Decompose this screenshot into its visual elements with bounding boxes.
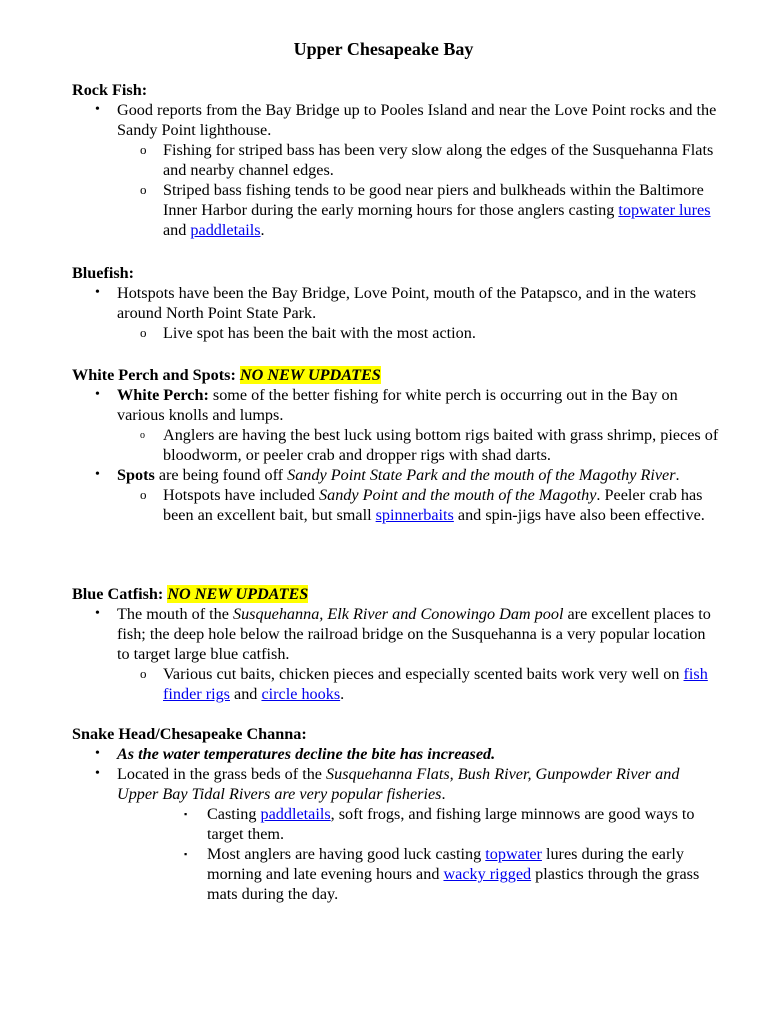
item-text: Live spot has been the bait with the most action. [163,324,476,342]
no-updates-badge: NO NEW UPDATES [239,366,381,384]
item-label: White Perch: [117,386,209,404]
bullet-icon: • [95,606,100,621]
item-text: Striped bass fishing tends to be good near piers and bulkheads within the Baltimore Inner Harbor during the early morning hours for those anglers casting [163,181,704,219]
section-rockfish [72,80,722,240]
list-item [72,744,722,764]
item-text: plastics through the grass mats during the day. [207,865,700,903]
item-text: Casting [207,805,261,823]
heading-text: Blue Catfish: [72,585,168,603]
square-bullet-icon: ▪ [184,849,188,859]
item-text: . Peeler crab has been an excellent bait, but small [163,486,703,524]
item-label: Spots [117,466,155,484]
topwater-link[interactable]: topwater [485,845,542,863]
circle-bullet-icon: o [140,487,147,502]
section-heading [72,584,722,604]
wacky-rigged-link[interactable]: wacky rigged [443,865,532,883]
section-blue-catfish [72,584,722,704]
item-text: Susquehanna Flats, Bush River, Gunpowder River and Upper Bay Tidal Rivers are very popular fisheries [117,765,680,803]
list-item [72,764,722,804]
list-item [72,485,722,525]
paddletails-link[interactable]: paddletails [260,805,331,823]
item-text: are excellent places to fish; the deep hole below the railroad bridge on the Susquehanna is a very popular location to target large blue catfish. [117,605,711,663]
item-text: some of the better fishing for white perch is occurring out in the Bay on various knolls and lumps. [117,386,678,424]
list-item [72,604,722,664]
bullet-icon: • [95,746,100,761]
bullet-icon: • [95,285,100,300]
list-item [72,385,722,425]
item-text: . [340,685,345,703]
item-text: As the water temperatures decline the bite has increased. [117,745,496,763]
list-item [72,180,722,240]
list-item [72,425,722,465]
list-item [72,664,722,704]
item-text: Hotspots have been the Bay Bridge, Love Point, mouth of the Patapsco, and in the waters around North Point State Park. [117,284,697,322]
section-bluefish [72,263,722,343]
fish-finder-rigs-link[interactable]: fish finder rigs [163,665,708,703]
section-heading: Bluefish: [72,264,135,282]
list-item [72,804,722,844]
item-text: . [441,785,446,803]
item-text: lures during the early morning and late evening hours and [207,845,684,883]
bullet-icon: • [95,467,100,482]
item-text: Anglers are having the best luck using bottom rigs baited with grass shrimp, pieces of bloodworm, or peeler crab and dropper rigs with shad darts. [163,426,719,464]
section-heading: Snake Head/Chesapeake Channa: [72,725,307,743]
item-text: Hotspots have included [163,486,320,504]
list-item [72,844,722,904]
circle-bullet-icon: o [140,430,145,441]
item-text: are being found off [154,466,288,484]
item-text: Various cut baits, chicken pieces and especially scented baits work very well on [163,665,684,683]
paddletails-link[interactable]: paddletails [190,221,261,239]
bullet-icon: • [95,387,100,402]
item-text: Most anglers are having good luck casting [207,845,486,863]
circle-bullet-icon: o [140,182,147,197]
item-text: Good reports from the Bay Bridge up to Pooles Island and near the Love Point rocks and the Sandy Point lighthouse. [117,101,717,139]
circle-bullet-icon: o [140,142,147,157]
section-heading [72,365,722,385]
spinnerbaits-link[interactable]: spinnerbaits [375,506,454,524]
item-text: Susquehanna, Elk River and Conowingo Dam pool [232,605,564,623]
topwater-lures-link[interactable]: topwater lures [618,201,711,219]
item-text: . [260,221,265,239]
list-item [72,100,722,140]
circle-bullet-icon: o [140,666,147,681]
heading-text: White Perch and Spots: [72,366,240,384]
no-updates-badge: NO NEW UPDATES [167,585,309,603]
item-text: and spin-jigs have also been effective. [453,506,705,524]
list-item [72,323,722,343]
list-item [72,465,722,485]
section-heading: Rock Fish: [72,81,148,99]
item-text: and [229,685,262,703]
circle-bullet-icon: o [140,325,147,340]
bullet-icon: • [95,102,100,117]
item-text: The mouth of the [117,605,233,623]
bullet-icon: • [95,766,100,781]
item-text: Located in the grass beds of the [117,765,327,783]
item-text: and [163,221,191,239]
item-text: Fishing for striped bass has been very slow along the edges of the Susquehanna Flats and nearby channel edges. [163,141,714,179]
section-snakehead [72,724,722,904]
item-text: Sandy Point and the mouth of the Magothy [319,486,597,504]
item-text: . [675,466,680,484]
circle-hooks-link[interactable]: circle hooks [261,685,341,703]
section-white-perch-spots [72,365,722,525]
list-item [72,283,722,323]
square-bullet-icon: ▪ [184,809,188,819]
page-title: Upper Chesapeake Bay [293,39,474,59]
item-text: , soft frogs, and fishing large minnows are good ways to target them. [207,805,695,843]
list-item [72,140,722,180]
item-text: Sandy Point State Park and the mouth of the Magothy River [287,466,676,484]
